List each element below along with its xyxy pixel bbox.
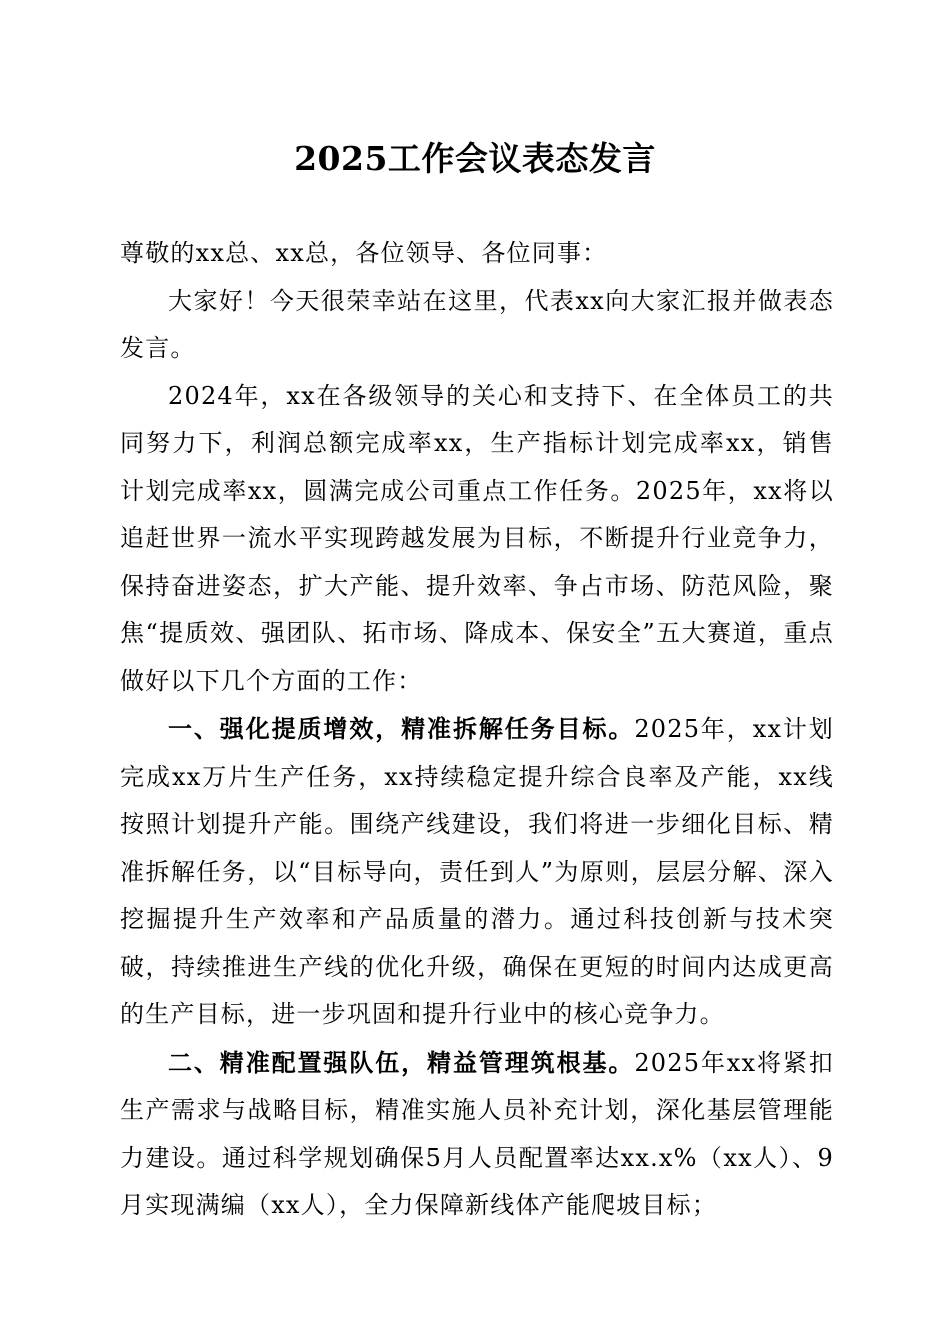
section-two-paragraph <box>120 1039 834 1230</box>
section-one-heading: 一、强化提质增效，精准拆解任务目标。 <box>168 714 635 743</box>
section-two-text: 2025年xx将紧扣生产需求与战略目标，精准实施人员补充计划，深化基层管理能力建设。通过科学规划确保5月人员配置率达xx.x%（xx人）、9月实现满编（xx人），全力保障新线体产能爬坡目标； <box>120 1048 834 1219</box>
greeting-paragraph: 大家好！今天很荣幸站在这里，代表xx向大家汇报并做表态发言。 <box>120 286 834 362</box>
review-paragraph: 2024年，xx在各级领导的关心和支持下、在全体员工的共同努力下，利润总额完成率xx，生产指标计划完成率xx，销售计划完成率xx，圆满完成公司重点工作任务。2025年，xx将以追赶世界一流水平实现跨越发展为目标，不断提升行业竞争力，保持奋进姿态，扩大产能、提升效率、争占市场、防范风险，聚焦“提质效、强团队、拓市场、降成本、保安全”五大赛道，重点做好以下几个方面的工作： <box>120 381 834 695</box>
section-one-text: 2025年，xx计划完成xx万片生产任务，xx持续稳定提升综合良率及产能，xx线按照计划提升产能。围绕产线建设，我们将进一步细化目标、精准拆解任务，以“目标导向，责任到人”为原则，层层分解、深入挖掘提升生产效率和产品质量的潜力。通过科技创新与技术突破，持续推进生产线的优化升级，确保在更短的时间内达成更高的生产目标，进一步巩固和提升行业中的核心竞争力。 <box>120 715 834 1028</box>
section-one-paragraph <box>120 705 834 1039</box>
document-title: 2025工作会议表态发言 <box>294 139 656 178</box>
document-body <box>120 230 834 1230</box>
section-two-heading: 二、精准配置强队伍，精益管理筑根基。 <box>168 1047 635 1077</box>
salutation: 尊敬的xx总、xx总，各位领导、各位同事： <box>120 239 608 267</box>
